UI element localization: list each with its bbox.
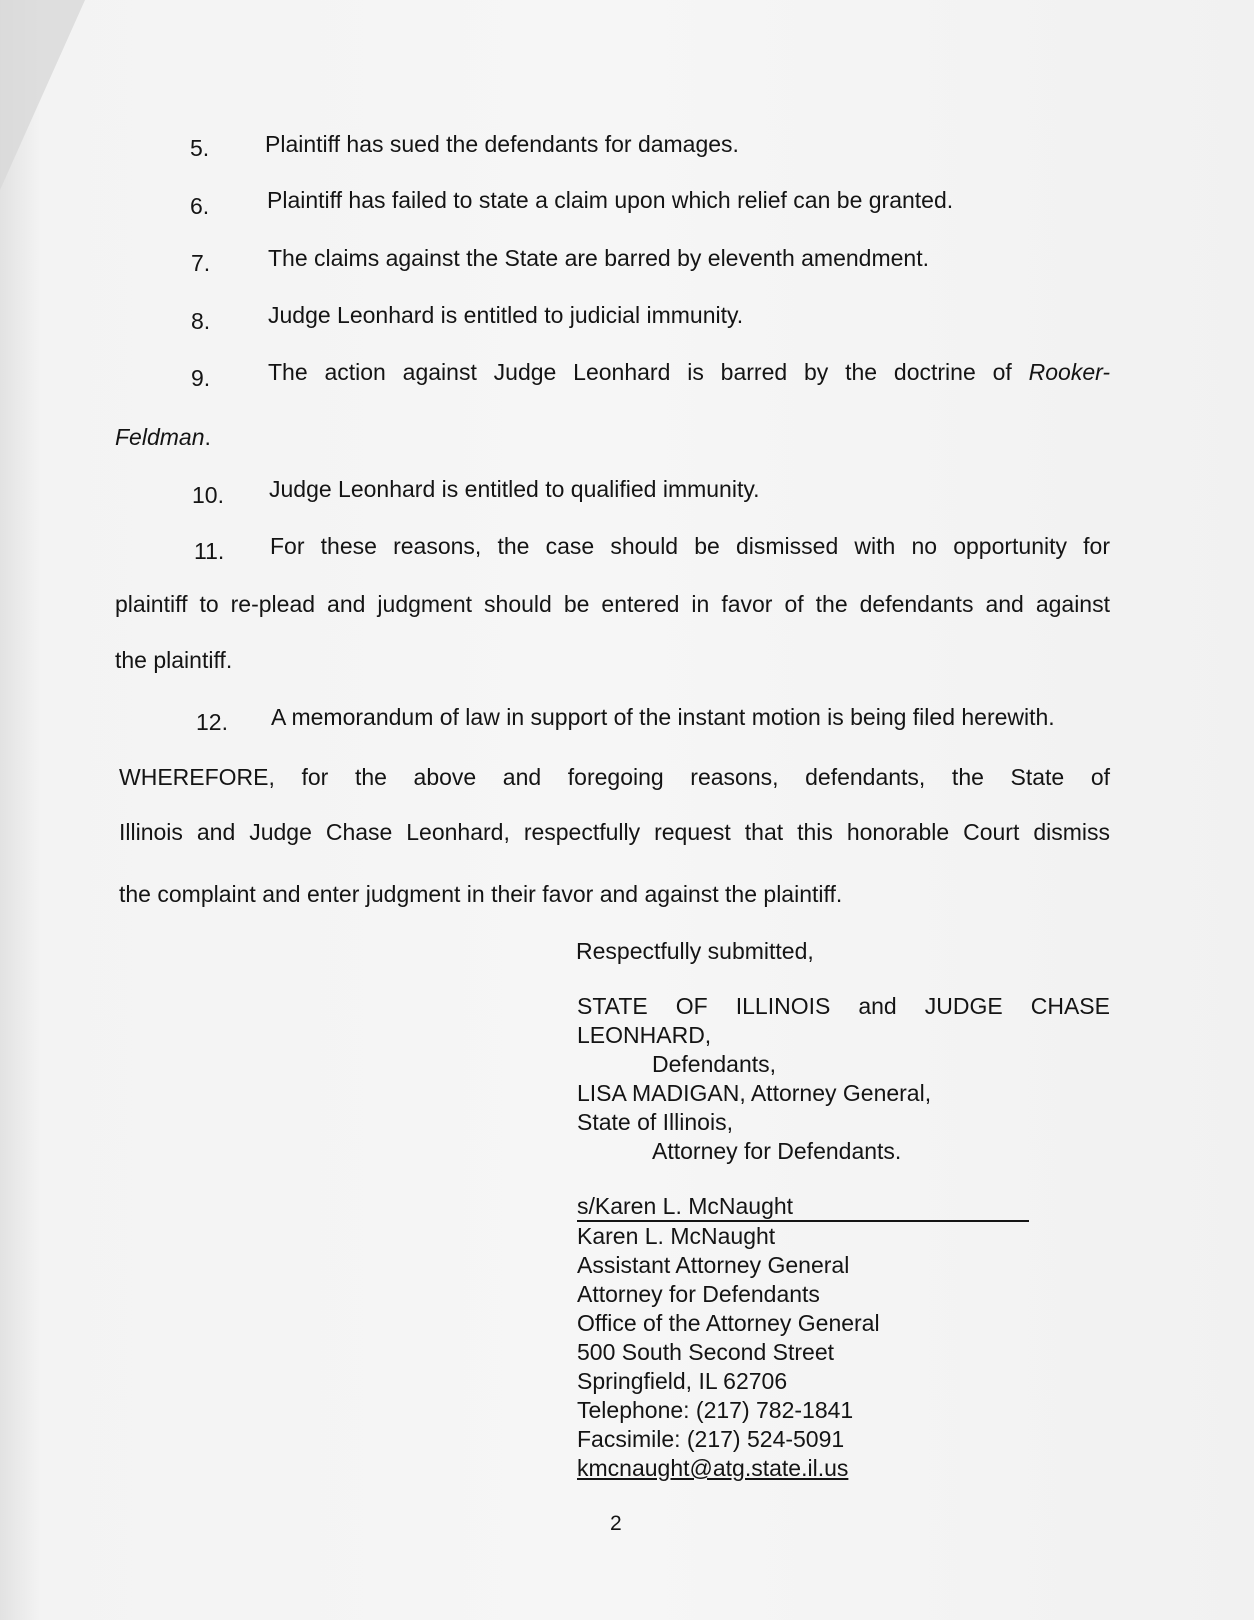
paragraph-11-number: 11. [194,538,225,564]
paragraph-11-line-3: the plaintiff. [115,647,233,673]
wherefore-line-2: Illinois and Judge Chase Leonhard, respectfully request that this honorable Court dismiss [119,819,1110,845]
wherefore-line-3: the complaint and enter judgment in their favor and against the plaintiff. [119,881,843,907]
party-role: Defendants, [652,1051,777,1077]
paragraph-6-number: 6. [190,193,210,219]
paragraph-12-number: 12. [196,709,228,735]
street-address: 500 South Second Street [577,1339,835,1365]
paragraph-10-text: Judge Leonhard is entitled to qualified immunity. [269,476,760,502]
attorney-general: LISA MADIGAN, Attorney General, [577,1080,932,1106]
paragraph-12-text: A memorandum of law in support of the instant motion is being filed herewith. [271,704,1055,730]
attorney-role: Attorney for Defendants [577,1281,820,1307]
paragraph-9-number: 9. [191,365,211,391]
paragraph-7-text: The claims against the State are barred by eleventh amendment. [268,245,929,271]
email-link[interactable]: kmcnaught@atg.state.il.us [577,1455,849,1481]
paragraph-9-text: The action against Judge Leonhard is barred by the doctrine of [268,359,1012,385]
paragraph-7-number: 7. [191,250,211,276]
ag-role: Attorney for Defendants. [652,1138,902,1164]
page-number: 2 [610,1512,622,1535]
signature: s/Karen L. McNaught [577,1192,1029,1222]
paragraph-9-line-1 [268,358,1110,386]
party-line-1: STATE OF ILLINOIS and JUDGE CHASE [577,993,1110,1019]
paragraph-8-text: Judge Leonhard is entitled to judicial immunity. [268,302,744,328]
office-name: Office of the Attorney General [577,1310,880,1336]
party-line-2: LEONHARD, [577,1022,712,1048]
paragraph-9-line-2: Feldman. [115,424,211,450]
paragraph-5-number: 5. [190,135,210,161]
paragraph-9-citation-part-2: Feldman [115,424,205,450]
paragraph-8-number: 8. [191,308,211,334]
paragraph-6-text: Plaintiff has failed to state a claim upon which relief can be granted. [267,187,954,213]
paragraph-11-line-2: plaintiff to re-plead and judgment should be entered in favor of the defendants and against [115,591,1110,617]
folded-corner [0,0,85,190]
paragraph-11-line-1: For these reasons, the case should be dismissed with no opportunity for [270,533,1110,559]
city-state-zip: Springfield, IL 62706 [577,1368,788,1394]
wherefore-line-1: WHEREFORE, for the above and foregoing reasons, defendants, the State of [119,764,1110,790]
facsimile: Facsimile: (217) 524-5091 [577,1426,845,1452]
closing: Respectfully submitted, [576,938,814,964]
paragraph-10-number: 10. [192,482,224,508]
paragraph-5-text: Plaintiff has sued the defendants for damages. [265,131,739,157]
attorney-name: Karen L. McNaught [577,1223,776,1249]
attorney-title: Assistant Attorney General [577,1252,850,1278]
state-of-illinois: State of Illinois, [577,1109,733,1135]
paragraph-9-citation-part-1: Rooker- [1028,359,1111,385]
telephone: Telephone: (217) 782-1841 [577,1397,854,1423]
